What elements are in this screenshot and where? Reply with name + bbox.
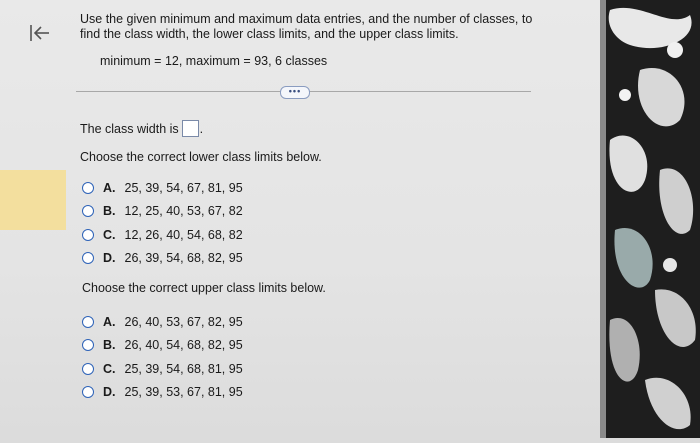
class-width-label: The class width is xyxy=(80,121,179,136)
option-text: 12, 26, 40, 54, 68, 82 xyxy=(124,227,243,242)
class-width-period: . xyxy=(199,121,204,136)
back-arrow-icon[interactable] xyxy=(28,22,52,44)
option-text: 26, 40, 54, 68, 82, 95 xyxy=(124,338,243,353)
lower-option-a[interactable] xyxy=(82,176,243,200)
radio-icon[interactable] xyxy=(82,229,94,241)
radio-icon[interactable] xyxy=(82,252,94,264)
lower-option-b[interactable] xyxy=(82,200,243,224)
class-width-input[interactable] xyxy=(182,120,199,137)
class-width-row xyxy=(80,120,203,137)
upper-option-d[interactable] xyxy=(82,381,243,405)
option-letter: A. xyxy=(103,180,116,195)
radio-icon[interactable] xyxy=(82,339,94,351)
option-letter: B. xyxy=(103,338,116,353)
option-text: 25, 39, 53, 67, 81, 95 xyxy=(124,385,243,400)
upper-limits-prompt: Choose the correct upper class limits below. xyxy=(82,281,326,295)
more-button[interactable]: ••• xyxy=(280,86,310,99)
background-fabric-image xyxy=(600,0,700,438)
lower-option-d[interactable] xyxy=(82,247,243,271)
radio-icon[interactable] xyxy=(82,386,94,398)
option-letter: C. xyxy=(103,227,116,242)
radio-icon[interactable] xyxy=(82,316,94,328)
option-letter: B. xyxy=(103,204,116,219)
upper-option-a[interactable] xyxy=(82,310,243,334)
radio-icon[interactable] xyxy=(82,363,94,375)
option-text: 25, 39, 54, 68, 81, 95 xyxy=(124,361,243,376)
radio-icon[interactable] xyxy=(82,205,94,217)
question-text: Use the given minimum and maximum data entries, and the number of classes, to find the class width, the lower class limits, and the upper class limits. xyxy=(80,12,533,41)
lower-limits-options xyxy=(82,176,243,270)
upper-limits-options xyxy=(82,310,243,404)
option-text: 26, 40, 53, 67, 82, 95 xyxy=(124,314,243,329)
option-text: 26, 39, 54, 68, 82, 95 xyxy=(124,251,243,266)
highlight-strip xyxy=(0,170,66,230)
option-letter: A. xyxy=(103,314,116,329)
lower-limits-prompt: Choose the correct lower class limits below. xyxy=(80,150,322,164)
upper-option-c[interactable] xyxy=(82,357,243,381)
lower-option-c[interactable] xyxy=(82,223,243,247)
option-letter: D. xyxy=(103,385,116,400)
option-letter: D. xyxy=(103,251,116,266)
option-text: 12, 25, 40, 53, 67, 82 xyxy=(124,204,243,219)
option-letter: C. xyxy=(103,361,116,376)
upper-option-b[interactable] xyxy=(82,334,243,358)
given-values: minimum = 12, maximum = 93, 6 classes xyxy=(100,54,328,68)
radio-icon[interactable] xyxy=(82,182,94,194)
option-text: 25, 39, 54, 67, 81, 95 xyxy=(124,180,243,195)
